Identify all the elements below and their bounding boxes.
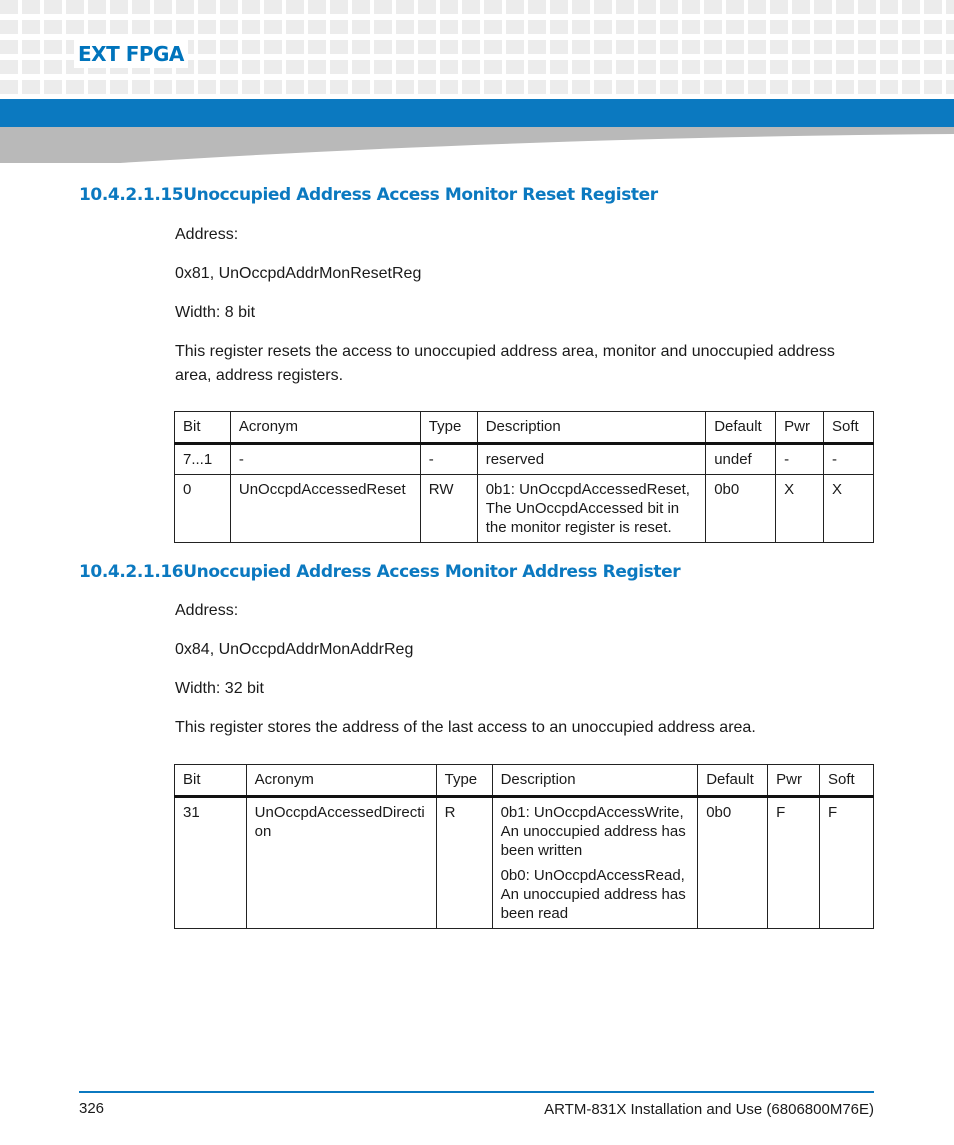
cell-acronym: UnOccpdAccessedReset: [230, 475, 420, 543]
table-row: [175, 475, 874, 543]
register-description: This register stores the address of the last access to an unoccupied address area.: [175, 719, 756, 736]
cell-description: [477, 444, 705, 475]
address-value: 0x84, UnOccpdAddrMonAddrReg: [175, 641, 414, 658]
description-line: 0b1: UnOccpdAccessedReset, The UnOccpdAccessed bit in the monitor register is reset.: [485, 481, 690, 536]
cell-acronym: UnOccpdAccessedDirecti on: [246, 797, 436, 929]
footer-rule: [79, 1091, 874, 1093]
column-header: Type: [436, 765, 492, 797]
column-header: Default: [698, 765, 768, 797]
column-header: Soft: [820, 765, 874, 797]
description-line: 0b0: UnOccpdAccessRead, An unoccupied address has been read: [500, 867, 686, 922]
column-header: Bit: [175, 765, 247, 797]
column-header: Acronym: [246, 765, 436, 797]
register-table: [174, 411, 874, 543]
page-number: 326: [79, 1100, 105, 1117]
chapter-title: EXT FPGA: [74, 40, 188, 68]
cell-bit: 31: [175, 797, 247, 929]
column-header: Soft: [824, 412, 874, 444]
cell-pwr: X: [776, 475, 824, 543]
cell-acronym: -: [230, 444, 420, 475]
cell-type: R: [436, 797, 492, 929]
cell-pwr: F: [768, 797, 820, 929]
column-header: Description: [492, 765, 698, 797]
column-header: Acronym: [230, 412, 420, 444]
column-header: Type: [420, 412, 477, 444]
column-header: Default: [706, 412, 776, 444]
cell-default: 0b0: [706, 475, 776, 543]
register-width: Width: 8 bit: [175, 304, 256, 321]
section-heading: 10.4.2.1.16Unoccupied Address Access Monitor Address Register: [79, 562, 681, 582]
section-heading: 10.4.2.1.15Unoccupied Address Access Monitor Reset Register: [79, 185, 658, 205]
register-description: This register resets the access to unoccupied address area, monitor and unoccupied address area, address registers.: [175, 343, 835, 384]
cell-default: 0b0: [698, 797, 768, 929]
cell-pwr: -: [776, 444, 824, 475]
table-header-row: [175, 765, 874, 797]
description-line: 0b1: UnOccpdAccessWrite, An unoccupied address has been written: [500, 804, 686, 859]
table-header-row: [175, 412, 874, 444]
address-label: Address:: [175, 602, 239, 619]
table-row: [175, 444, 874, 475]
cell-bit: 0: [175, 475, 231, 543]
cell-soft: F: [820, 797, 874, 929]
cell-type: RW: [420, 475, 477, 543]
cell-soft: -: [824, 444, 874, 475]
header-accent-bar: [0, 99, 954, 127]
column-header: Pwr: [768, 765, 820, 797]
column-header: Description: [477, 412, 705, 444]
column-header: Bit: [175, 412, 231, 444]
column-header: Pwr: [776, 412, 824, 444]
cell-soft: X: [824, 475, 874, 543]
register-width: Width: 32 bit: [175, 680, 264, 697]
address-label: Address:: [175, 226, 239, 243]
table-row: [175, 797, 874, 929]
description-line: reserved: [485, 451, 545, 468]
cell-description: [492, 797, 698, 929]
address-value: 0x81, UnOccpdAddrMonResetReg: [175, 265, 422, 282]
cell-bit: 7...1: [175, 444, 231, 475]
cell-type: -: [420, 444, 477, 475]
cell-default: undef: [706, 444, 776, 475]
header-swoosh: [0, 127, 954, 163]
document-title: ARTM-831X Installation and Use (6806800M76E): [544, 1101, 874, 1118]
register-table: [174, 764, 874, 929]
cell-description: [477, 475, 705, 543]
